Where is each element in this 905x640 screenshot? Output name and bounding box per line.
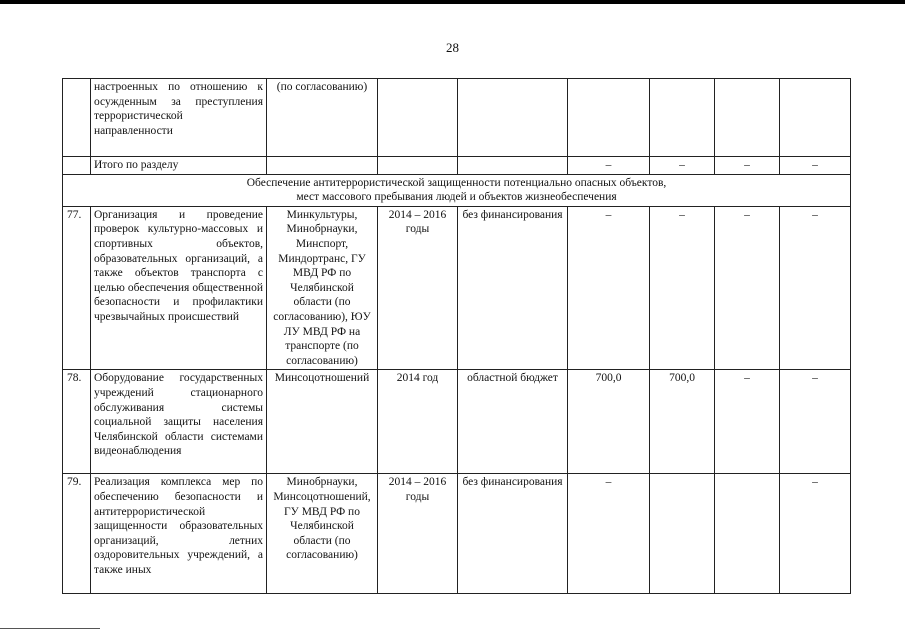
amount-year2-cell: – [715,370,780,474]
empty-cell [378,157,458,175]
row-number: 79. [63,474,91,594]
amount-year2-cell [715,79,780,157]
table-row [63,206,851,370]
row-number [63,79,91,157]
subtotal-year1: – [650,157,715,175]
subtotal-year3: – [780,157,851,175]
period-cell [378,79,458,157]
funding-source-cell: без финансирования [458,206,568,370]
amount-total-cell [568,79,650,157]
top-border-rule [0,0,905,4]
measure-description: Реализация комплекса мер по обеспечению безопасности и антитеррористической защищенности образовательных организаций, летних оздоровительных учреждений, а также иных [91,474,267,594]
executors-cell: (по согласованию) [267,79,378,157]
executors-cell: Минкультуры, Минобрнауки, Минспорт, Миндортранс, ГУ МВД РФ по Челябинской области (по согласованию), ЮУ ЛУ МВД РФ на транспорте (по согласованию) [267,206,378,370]
amount-year3-cell: – [780,206,851,370]
amount-year3-cell: – [780,474,851,594]
measure-description: Организация и проведение проверок культурно-массовых и спортивных объектов, образовательных организаций, а также объектов транспорта с целью обеспечения общественной безопасности и профилактики чрезвычайных происшествий [91,206,267,370]
section-title-line2: мест массового пребывания людей и объектов жизнеобеспечения [296,191,617,204]
funding-source-cell: без финансирования [458,474,568,594]
amount-year1-cell [650,79,715,157]
amount-year2-cell: – [715,206,780,370]
table-row-continuation [63,79,851,157]
table-row-subtotal [63,157,851,175]
period-cell: 2014 год [378,370,458,474]
section-title-line1: Обеспечение антитеррористической защищенности потенциально опасных объектов, [246,176,667,189]
empty-cell [458,157,568,175]
empty-cell [267,157,378,175]
funding-source-cell [458,79,568,157]
section-title [63,174,851,206]
program-measures-table [62,78,851,594]
amount-year1-cell: 700,0 [650,370,715,474]
amount-total-cell: – [568,206,650,370]
amount-year3-cell: – [780,370,851,474]
amount-total-cell: 700,0 [568,370,650,474]
subtotal-label: Итого по разделу [91,157,267,175]
page-number: 28 [446,40,459,55]
row-number: 77. [63,206,91,370]
row-number [63,157,91,175]
period-cell: 2014 – 2016 годы [378,206,458,370]
funding-source-cell: областной бюджет [458,370,568,474]
amount-year2-cell [715,474,780,594]
row-number: 78. [63,370,91,474]
executors-cell: Минсоцотношений [267,370,378,474]
section-header-row [63,174,851,206]
measure-description: Оборудование государственных учреждений стационарного обслуживания системы социальной защиты населения Челябинской области системами видеонаблюдения [91,370,267,474]
subtotal-year2: – [715,157,780,175]
amount-year1-cell: – [650,206,715,370]
executors-cell: Минобрнауки, Минсоцотношений, ГУ МВД РФ по Челябинской области (по согласованию) [267,474,378,594]
amount-year3-cell [780,79,851,157]
footnote-rule [0,628,100,629]
amount-total-cell: – [568,474,650,594]
period-cell: 2014 – 2016 годы [378,474,458,594]
table-row [63,370,851,474]
table-row [63,474,851,594]
subtotal-total: – [568,157,650,175]
amount-year1-cell [650,474,715,594]
measure-description: настроенных по отношению к осужденным за преступления террористической направленности [91,79,267,157]
